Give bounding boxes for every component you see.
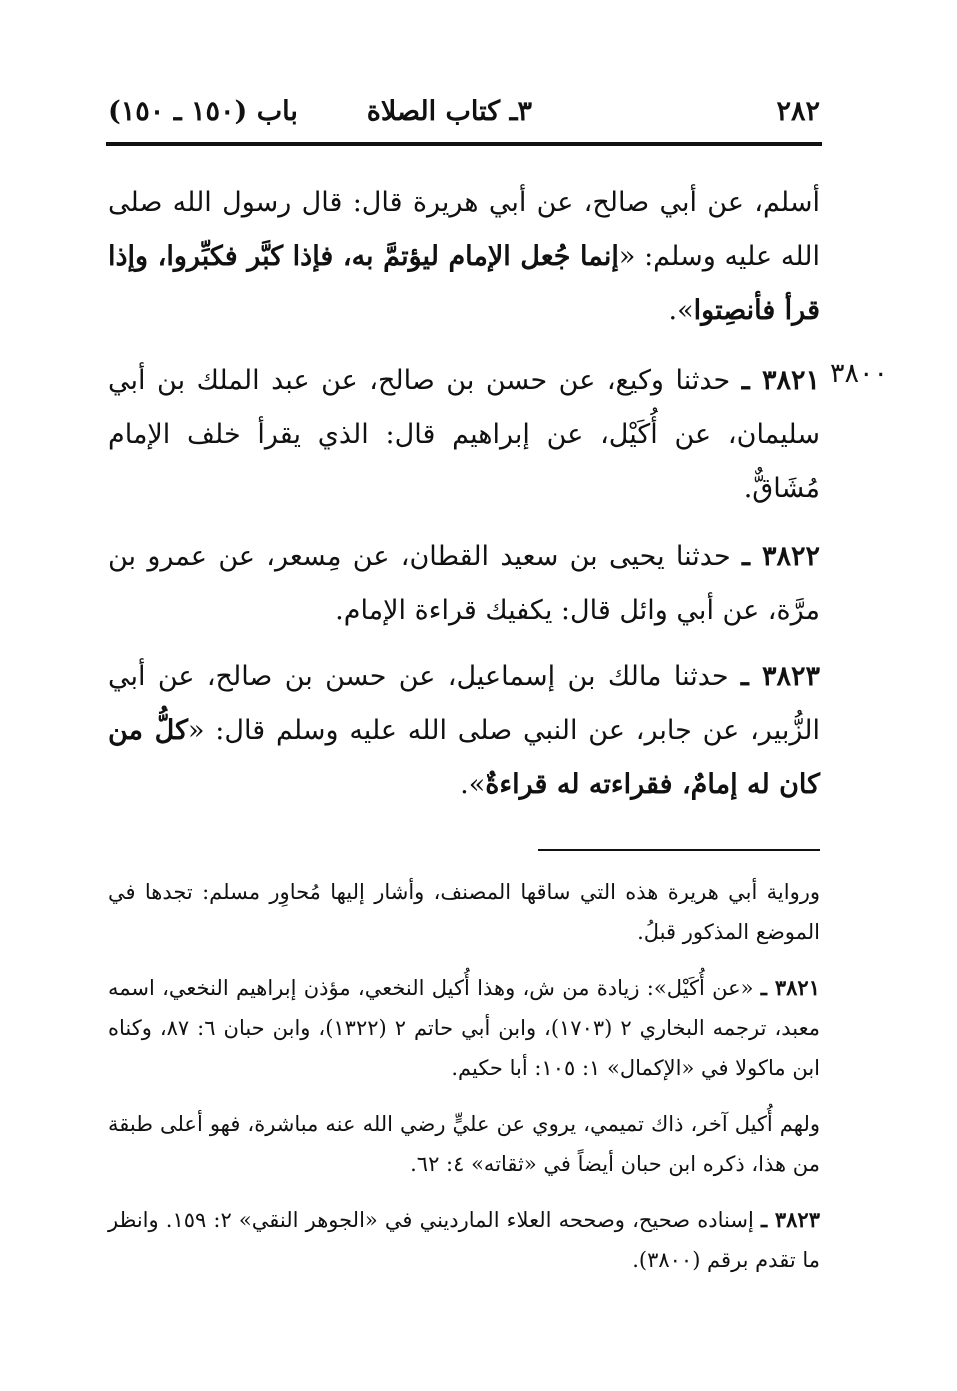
hadith-text: حدثنا وكيع، عن حسن بن صالح، عن عبد الملك بن أبي سليمان، عن أُكَيْل، عن إبراهيم قال: الذي يقرأ خلف الإمام مُشَاقٌّ. <box>108 365 820 504</box>
running-header <box>108 96 820 136</box>
text: أسلم، عن أبي صالح، عن أبي هريرة قال: قال رسول الله صلى الله عليه وسلم: « <box>108 187 820 272</box>
paragraph-continuation <box>108 176 820 338</box>
hadith-number: ٣٨٢٢ ـ <box>741 541 820 572</box>
footnote-separator <box>538 849 820 851</box>
footnote-3823 <box>108 1200 820 1280</box>
chapter-range: باب (١٥٠ ـ ١٥٠) <box>108 96 298 127</box>
hadith-text: حدثنا مالك بن إسماعيل، عن حسن بن صالح، عن أبي الزُّبير، عن جابر، عن النبي صلى الله عليه وسلم قال: « <box>108 661 820 746</box>
text: ». <box>668 295 694 326</box>
text: ». <box>460 769 486 800</box>
hadith-number: ٣٨٢٣ ـ <box>740 661 820 692</box>
footnote-number: ٣٨٢١ ـ <box>760 975 820 1000</box>
hadith-3822 <box>108 530 820 638</box>
footnote: ولهم أُكيل آخر، ذاك تميمي، يروي عن عليٍّ رضي الله عنه مباشرة، فهو أعلى طبقة من هذا، ذكره ابن حبان أيضاً في «ثقاته» ٤: ٦٢. <box>108 1112 820 1176</box>
margin-cross-reference: ٣٨٠٠ <box>830 358 889 389</box>
footnote-text: إسناده صحيح، وصححه العلاء المارديني في «الجوهر النقي» ٢: ١٥٩. وانظر ما تقدم برقم (٣٨٠٠). <box>108 1208 820 1272</box>
hadith-number: ٣٨٢١ ـ <box>741 365 820 396</box>
footnote-text: «عن أُكَيْل»: زيادة من ش، وهذا أُكيل النخعي، مؤذن إبراهيم النخعي، اسمه معبد، ترجمه البخاري ٢ (١٧٠٣)، وابن أبي حاتم ٢ (١٣٢٢)، وابن حبان ٦: ٨٧، وكناه ابن ماكولا في «الإكمال» ١: ١٠٥: أبا حكيم. <box>108 976 820 1080</box>
book-title: ٣ـ كتاب الصلاة <box>366 96 532 127</box>
footnote-3821 <box>108 968 820 1088</box>
footnote: ورواية أبي هريرة هذه التي ساقها المصنف، وأشار إليها مُحاوِر مسلم: تجدها في الموضع المذكور قبلُ. <box>108 880 820 944</box>
page-number: ٢٨٢ <box>776 96 820 127</box>
footnote-number: ٣٨٢٣ ـ <box>760 1207 820 1232</box>
hadith-3823 <box>108 650 820 812</box>
hadith-quote: إنما جُعل الإمام ليؤتمَّ به، فإذا كبَّر فكبِّروا، وإذا قرأ فأنصِتوا <box>108 241 820 326</box>
hadith-3821 <box>108 354 820 516</box>
hadith-text: حدثنا يحيى بن سعيد القطان، عن مِسعر، عن عمرو بن مرَّة، عن أبي وائل قال: يكفيك قراءة الإمام. <box>108 541 820 626</box>
hadith-quote: كلُّ من كان له إمامٌ، فقراءته له قراءةٌ <box>108 715 820 800</box>
header-rule <box>106 142 822 146</box>
